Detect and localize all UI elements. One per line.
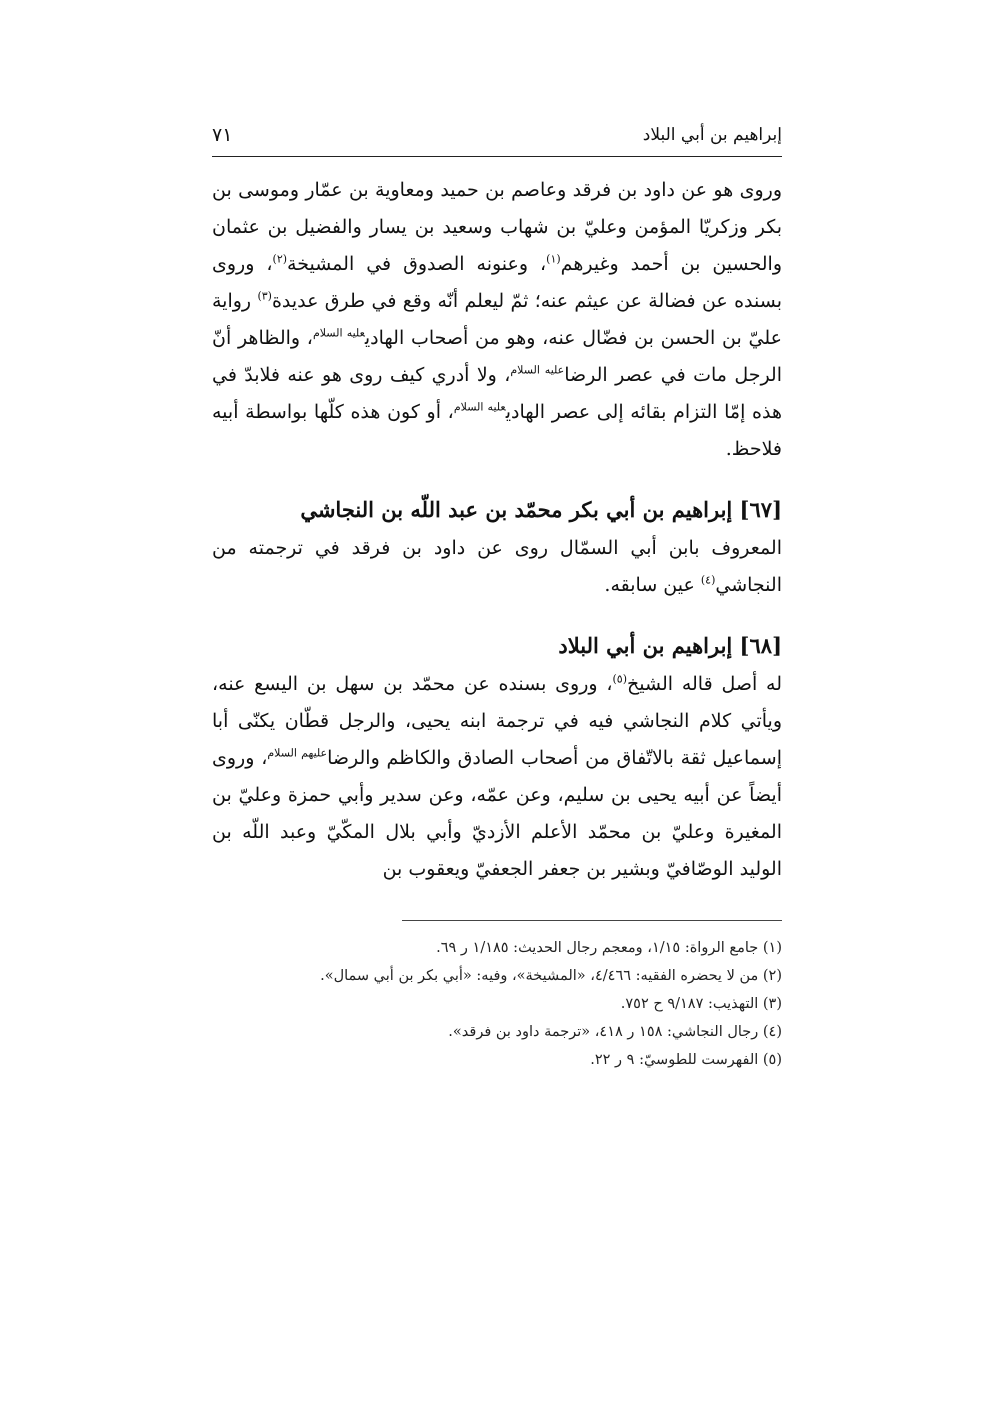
text-run: رواية عليّ بن الحسن بن فضّال عنه، وهو من أصحاب الهادي [212,290,782,349]
entry-heading-67: [٦٧] إبراهيم بن أبي بكر محمّد بن عبد اللّه بن النجاشي [300,497,782,522]
text-run: عين سابقه. [604,574,701,596]
running-header [212,118,782,152]
honorific-glyph: عليه السلام [312,326,365,340]
footnote-4: (٤) رجال النجاشي: ١٥٨ ر ٤١٨، «ترجمة داود بن فرقد». [448,1024,782,1040]
header-rule [212,156,782,157]
footnote-1: (١) جامع الرواة: ١/١٥، ومعجم رجال الحديث: ١/١٨٥ ر ٦٩. [436,940,782,956]
footnote-3: (٣) التهذيب: ٩/١٨٧ ح ٧٥٢. [620,996,782,1012]
text-run: ، ولا أدري كيف روى هو عنه فلابدّ في هذه إمّا التزام بقائه إلى عصر الهادي [212,364,782,423]
text-run: ، وعنونه الصدوق في المشيخة [287,253,547,275]
text-run: ، والظاهر أنّ الرجل مات في عصر الرضا [212,327,783,386]
text-run: ، وروى بسنده عن محمّد بن سهل بن اليسع عنه، ويأتي كلام النجاشي فيه في ترجمة ابنه يحيى، والرجل قطّان يكنّى أبا إسماعيل ثقة بالاتّفاق من أصحاب الصادق والكاظم والرضا [212,673,782,769]
text-run: وروى هو عن داود بن فرقد وعاصم بن حميد ومعاوية بن عمّار وموسى بن بكر وزكريّا المؤمن وعليّ بن شهاب وسعيد بن يسار والفضيل بن عثمان والحسين بن أحمد وغيرهم [212,179,782,275]
entry-heading-68: [٦٨] إبراهيم بن أبي البلاد [558,633,782,658]
text-run: ، وروى بسنده عن فضالة عن عيثم عنه؛ ثمّ ليعلم أنّه وقع في طرق عديدة [212,253,782,312]
entry-67-text [212,530,782,604]
honorific-glyph: عليه السلام [510,363,565,377]
text-run: المعروف بابن أبي السمّال روى عن داود بن فرقد في ترجمته من النجاشي [212,537,782,596]
text-run: ، وروى أيضاً عن أبيه يحيى بن سليم، وعن عمّه، وعن سدير وأبي حمزة وعليّ بن المغيرة وعليّ بن محمّد الأعلم الأزديّ وأبي بلال المكّيّ وعبد اللّه بن الوليد الوصّافيّ وبشير بن جعفر الجعفيّ ويعقوب بن [212,747,782,880]
footnote-rule [402,920,782,921]
text-run: ، أو كون هذه كلّها بواسطة أبيه فلاحظ. [212,401,782,460]
running-title: إبراهيم بن أبي البلاد [642,125,782,145]
footnote-ref-1[interactable]: (١) [546,252,561,266]
text-run: له أصل قاله الشيخ [627,673,783,695]
honorific-glyph: عليهم السلام [267,746,328,760]
paragraph-continuation [212,172,782,468]
footnotes [212,934,782,1074]
main-text [212,172,782,888]
page-number: ٧١ [212,124,233,146]
footnote-5: (٥) الفهرست للطوسيّ: ٩ ر ٢٢. [590,1052,782,1068]
footnote-ref-4[interactable]: (٤) [700,573,716,587]
footnote-ref-5[interactable]: (٥) [612,672,628,686]
footnote-ref-2[interactable]: (٢) [272,252,288,266]
footnote-ref-3[interactable]: (٣) [257,289,272,303]
honorific-glyph: عليه السلام [453,400,506,414]
footnote-2: (٢) من لا يحضره الفقيه: ٤/٤٦٦، «المشيخة»، وفيه: «أبي بكر بن أبي سمال». [320,968,782,984]
entry-68-text [212,666,782,888]
